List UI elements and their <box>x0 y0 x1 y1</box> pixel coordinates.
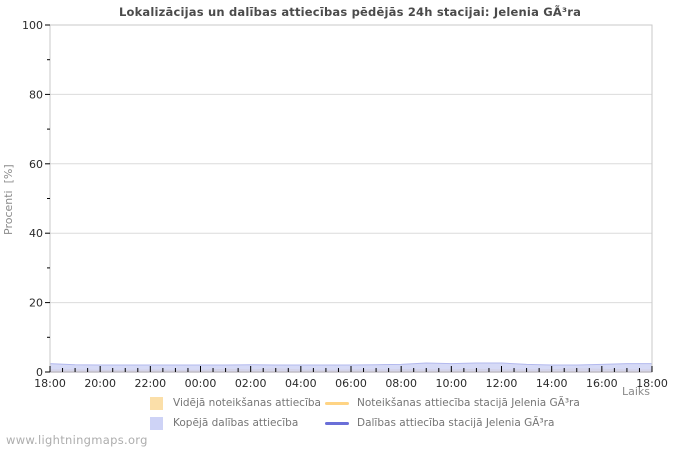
area-series-edge <box>50 363 652 365</box>
x-tick-label: 16:00 <box>585 377 618 390</box>
x-tick-label: 02:00 <box>234 377 267 390</box>
x-tick-label: 12:00 <box>485 377 518 390</box>
y-tick-label: 100 <box>22 19 43 32</box>
legend-item-label: Vidējā noteikšanas attiecība <box>173 397 321 409</box>
x-tick-label: 20:00 <box>84 377 117 390</box>
x-tick-label: 22:00 <box>134 377 167 390</box>
y-tick-label: 40 <box>29 227 43 241</box>
y-tick-label: 0 <box>36 366 43 379</box>
x-tick-label: 10:00 <box>435 377 468 390</box>
chart-title: Lokalizācijas un dalības attiecības pēdējās 24h stacijai: Jelenia GÃ³ra <box>118 5 582 19</box>
legend-item-station-participation <box>325 416 554 430</box>
x-tick-label: 08:00 <box>385 377 418 390</box>
x-tick-label: 14:00 <box>535 377 568 390</box>
watermark: www.lightningmaps.org <box>6 433 148 447</box>
x-axis-label: Laiks <box>621 385 651 398</box>
x-tick-label: 06:00 <box>335 377 367 390</box>
legend-item-label: Kopējā dalības attiecība <box>173 417 299 429</box>
legend-swatch-line-purple <box>325 422 349 425</box>
legend-item-label: Dalības attiecība stacijā Jelenia GÃ³ra <box>357 417 555 429</box>
legend-item-station-detection <box>325 396 580 410</box>
y-tick-label: 20 <box>29 296 43 310</box>
x-tick-label: 04:00 <box>284 377 317 390</box>
legend-swatch-square-purple <box>150 417 163 430</box>
legend-item-label: Noteikšanas attiecība stacijā Jelenia GÃ³ra <box>357 397 580 409</box>
legend-item-total-participation <box>150 416 298 430</box>
x-tick-label: 00:00 <box>184 377 217 390</box>
legend-swatch-line-orange <box>325 402 349 405</box>
x-tick-label: 18:00 <box>636 377 668 390</box>
y-axis-label: Procenti [%] <box>2 164 15 236</box>
x-tick-label: 18:00 <box>34 377 66 390</box>
legend-item-avg-detection <box>150 396 321 410</box>
y-tick-label: 60 <box>29 157 43 171</box>
plot-border <box>50 25 652 372</box>
legend-swatch-square-orange <box>150 397 163 410</box>
y-tick-label: 80 <box>29 88 43 102</box>
